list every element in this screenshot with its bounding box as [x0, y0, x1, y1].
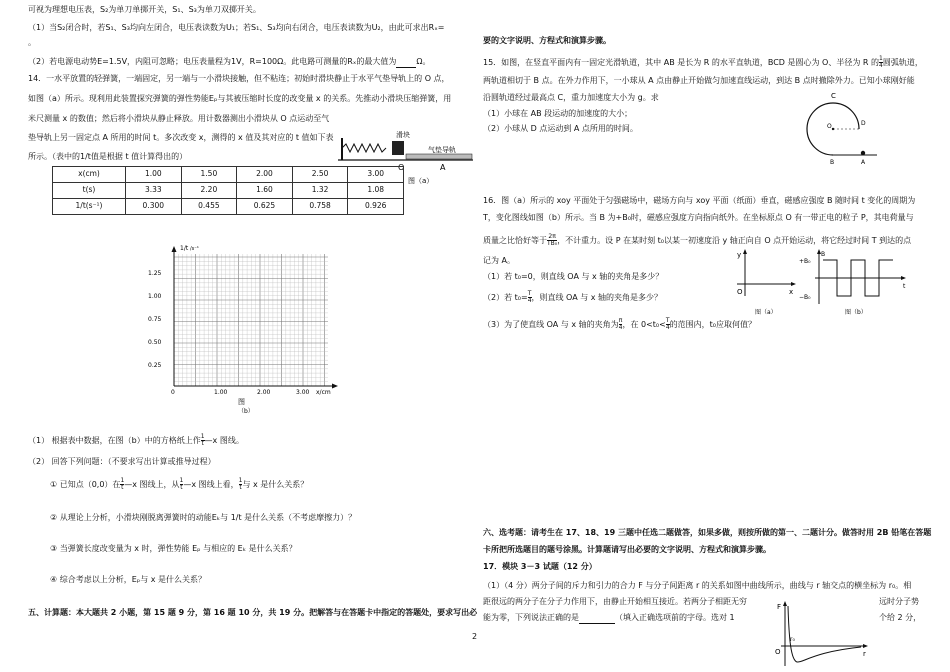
ytick-label: 1.00	[148, 293, 162, 300]
graph-caption-b: （b）	[238, 408, 254, 415]
t-axis-label: t	[903, 283, 906, 290]
q17-line2-end: 远时分子势	[879, 597, 919, 606]
q15-line1: 15．如图，在竖直平面内有一固定光滑轨道，其中 AB 是长为 R 的水平直轨道，BCD 是圆心为 O、半径为 R 的 $\frac{1}{4}$ 圆弧轨道，	[483, 55, 923, 69]
slider-label: 滑块	[396, 131, 410, 139]
q16-line4: 记为 A。	[483, 256, 516, 265]
xtick-label: 1.00	[214, 389, 228, 396]
q14-step2d: ④ 综合考虑以上分析，Eₚ与 x 是什么关系？	[50, 575, 207, 584]
q16-line1: 16．图（a）所示的 xoy 平面处于匀强磁场中，磁场方向与 xoy 平面（纸面）垂直，磁感应强度 B 随时间 t 变化的周期为	[483, 196, 916, 205]
b-axis-label: B	[821, 251, 826, 258]
xtick-label: 0	[171, 389, 175, 396]
q15-line4: （1）小球在 AB 段运动的加速度的大小；	[483, 109, 633, 118]
q16-line6: （2）若 t₀= $\frac{T}{4}$ ，则直线 OA 与 x 轴的夹角是多少？	[483, 290, 663, 304]
origin-label: O	[775, 648, 781, 656]
q14-step2c: ③ 当弹簧长度改变量为 x 时，弹性势能 Eₚ 与相应的 Eₖ 是什么关系？	[50, 544, 297, 553]
q14-step1: （1） 根据表中数据，在图（b）中的方格纸上作 $\frac{1}{t}$ —x 图线。	[28, 433, 244, 447]
section-6-heading-1: 六、选考题：请考生在 17、18、19 三题中任选二题做答，如果多做，则按所做的第一、二题计分。做答时用 2B 铅笔在答题	[483, 528, 932, 537]
q14-line3: 米尺测量 x 的数值；然后将小滑块从静止释放。用计数器测出小滑块从 O 点运动至气	[28, 114, 330, 123]
ytick-label: 0.75	[148, 316, 162, 323]
graph-ylabel: 1/t	[180, 245, 189, 252]
point-o-label: O	[827, 123, 832, 130]
q17-line2: 距很远的两分子在分子力作用下，由静止开始相互接近。若两分子相距无穷	[483, 597, 747, 606]
figure-17	[773, 600, 873, 670]
q15-line5: （2）小球从 D 点运动到 A 点所用的时间。	[483, 124, 638, 133]
q14-line1: 14．一水平放置的轻弹簧，一端固定，另一端与一小滑块接触，但不粘连；初始时滑块静止于水平气垫导轨上的 O 点，	[28, 74, 450, 83]
section-5-heading: 五、计算题：本大题共 2 小题，第 15 题 9 分，第 16 题 10 分，共 19 分。把解答与在答题卡中指定的答题处，要求写出必	[28, 608, 478, 617]
figure-15	[801, 85, 881, 165]
graph-caption: 图	[238, 398, 245, 406]
page-number: 2	[472, 632, 478, 641]
point-d-label: D	[861, 120, 866, 127]
point-c-label: C	[831, 92, 836, 100]
q17-line3-end: 个给 2 分，	[879, 613, 922, 622]
q13-part1-end: 。	[28, 38, 36, 47]
q13-part1: （1）当S₂闭合时，若S₁、S₃均向左闭合，电压表读数为U₁；若S₁、S₃均向右闭合，电压表读数为U₂，由此可求出Rₓ=	[28, 23, 445, 32]
q16-line2: T，变化图线如图（b）所示。当 B 为+B₀时，磁感应强度方向指向纸外。在坐标原点 O 有一带正电的粒子 P，其电荷量与	[483, 213, 914, 222]
q16-line7: （3）为了使直线 OA 与 x 轴的夹角为 $\frac{\pi}{4}$ ，在 0<t₀< $\frac{T}{4}$ 的范围内，t₀应取何值？	[483, 317, 757, 331]
figure-a-caption: 图（a）	[408, 177, 434, 185]
origin-label: O	[737, 288, 743, 296]
minus-b0-label: −B₀	[799, 294, 811, 301]
table-row: 1/t(s⁻¹) 0.300 0.455 0.625 0.758 0.926	[53, 199, 404, 215]
point-b-label: B	[830, 159, 835, 165]
q15-line3: 沿圆轨道经过最高点 C，重力加速度大小为 g。求	[483, 93, 659, 102]
q17-heading: 17．模块 3－3 试题（12 分）	[483, 562, 597, 571]
point-o-label: O	[398, 163, 405, 172]
point-a-label: A	[440, 163, 446, 172]
ytick-label: 0.50	[148, 339, 162, 346]
ytick-label: 0.25	[148, 362, 162, 369]
q14-line2: 如图（a）所示。现利用此装置探究弹簧的弹性势能Eₚ与其被压缩时长度的改变量 x 的关系。先推动小滑块压缩弹簧，用	[28, 94, 452, 103]
q16-line3: 质量之比恰好等于 $\frac{2\pi}{\text{TB₀}}$ ，不计重力。设 P 在某时刻 t₀以某一初速度沿 y 轴正向自 O 点开始运动，将它经过时间 T 到达的点	[483, 233, 912, 247]
figure-16	[733, 248, 913, 318]
q14-step2b: ② 从理论上分析，小滑块刚脱离弹簧时的动能Eₖ与 1/t 是什么关系（不考虑摩擦力）？	[50, 513, 357, 522]
q16-line5: （1）若 t₀=0，则直线 OA 与 x 轴的夹角是多少？	[483, 272, 664, 281]
section-5-continued: 要的文字说明、方程式和演算步骤。	[483, 36, 611, 45]
data-table	[52, 166, 404, 215]
ytick-label: 1.25	[148, 270, 162, 277]
q14-line5: 所示。（表中的1/t值是根据 t 值计算得出的）	[28, 152, 188, 161]
graph-xunit: x/cm	[316, 389, 331, 396]
rail-label: 气垫导轨	[428, 146, 456, 154]
q14-line4: 垫导轨上另一固定点 A 所用的时间 t。多次改变 x，测得的 x 值及其对应的 t 值如下表	[28, 133, 334, 142]
figure-16b-caption: 图（b）	[845, 309, 867, 316]
axis-r-label: r	[863, 650, 866, 658]
graph-paper-b	[146, 240, 346, 416]
table-row: t(s) 3.33 2.20 1.60 1.32 1.08	[53, 183, 404, 199]
axis-y-label: y	[737, 251, 742, 259]
section-6-heading-2: 卡所把所选题目的题号涂黑。计算题请写出必要的文字说明、方程式和演算步骤。	[483, 545, 771, 554]
q15-line2: 两轨道相切于 B 点。在外力作用下，一小球从 A 点由静止开始做匀加速直线运动，到达 B 点时撤除外力。已知小球刚好能	[483, 76, 915, 85]
figure-16a-caption: 图（a）	[755, 309, 777, 316]
q17-line1: （1）（4 分）两分子间的斥力和引力的合力 F 与分子间距离 r 的关系如图中曲线所示，曲线与 r 轴交点的横坐标为 r₀。相	[483, 581, 912, 590]
axis-f-label: F	[777, 603, 782, 611]
q13-part2: （2）若电源电动势E=1.5V，内阻可忽略；电压表量程为1V，R=100Ω。此电路可测量的Rₓ的最大值为 Ω。	[28, 57, 431, 66]
q14-step2: （2） 回答下列问题：（不要求写出计算或推导过程）	[28, 457, 216, 466]
xtick-label: 3.00	[296, 389, 310, 396]
q14-step2a: ① 已知点（0,0）在 $\frac{1}{t}$ —x 图线上，从 $\frac{1}{t}$ —x 图线上看， $\frac{1}{t}$ 与 x 是什么关系？	[50, 477, 309, 491]
point-a-label: A	[861, 159, 866, 165]
xtick-label: 2.00	[257, 389, 271, 396]
q17-line3: 能为零，下列说法正确的是 （填入正确选项前的字母。选对 1	[483, 613, 735, 622]
axis-x-label: x	[789, 288, 794, 296]
intro-line: 可视为理想电压表，S₂为单刀单掷开关，S₁、S₃为单刀双掷开关。	[28, 5, 261, 14]
graph-yunit: /s⁻¹	[190, 246, 199, 252]
plus-b0-label: +B₀	[799, 258, 811, 265]
table-row: x(cm) 1.00 1.50 2.00 2.50 3.00	[53, 167, 404, 183]
r0-label: r₀	[790, 636, 795, 643]
